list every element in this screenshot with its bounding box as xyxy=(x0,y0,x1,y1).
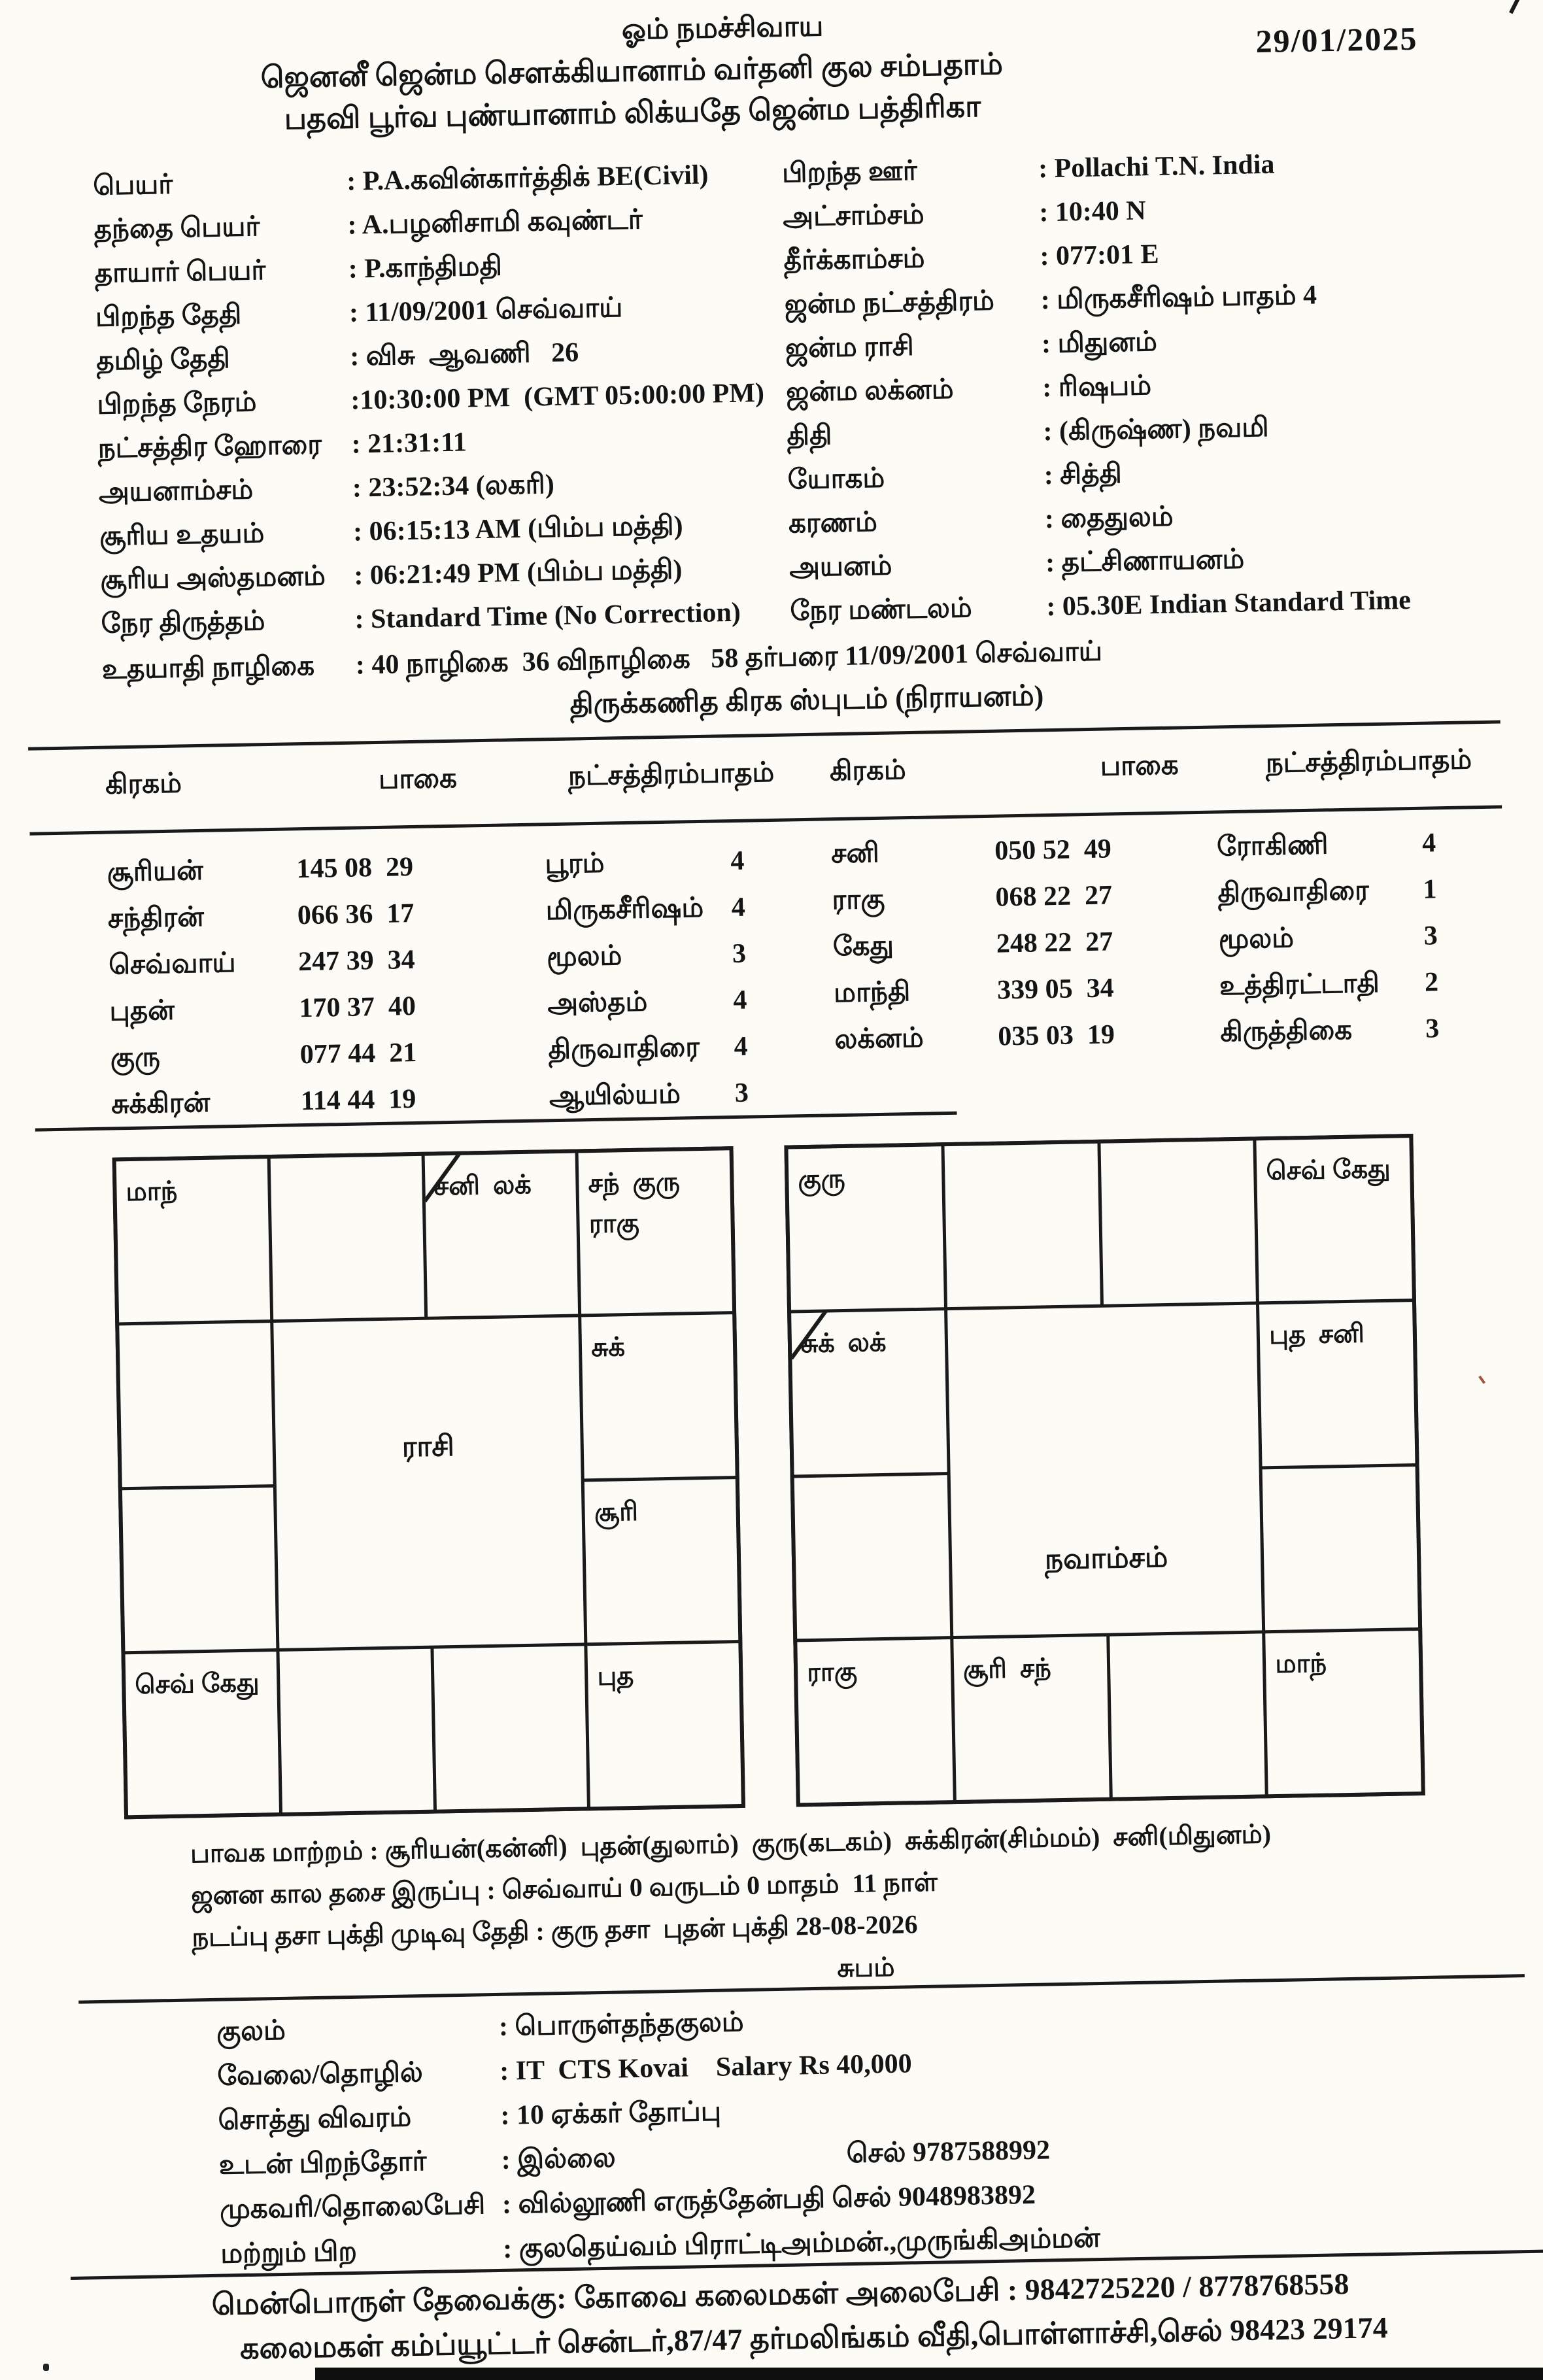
detail-label: அயனம் xyxy=(788,551,892,583)
rasi-cell-5: சுக் xyxy=(581,1314,735,1478)
navamsa-cell-11: மாந் xyxy=(1265,1631,1421,1794)
rasi-cell-2-lagna: சனி லக் xyxy=(424,1153,578,1317)
detail-value: : 06:15:13 AM (பிம்ப மத்தி) xyxy=(352,511,683,547)
column-header-graham: கிரகம் xyxy=(105,768,182,800)
planet-pada: 4 xyxy=(730,845,745,877)
detail-label: யோகம் xyxy=(787,463,885,496)
planet-degree: 050 52 49 xyxy=(994,834,1112,866)
sibling-phone: செல் 9787588992 xyxy=(846,2135,1051,2169)
detail-value: : 05.30E Indian Standard Time xyxy=(1045,585,1412,622)
planet-pada: 4 xyxy=(731,892,746,923)
planet-name: லக்னம் xyxy=(834,1023,924,1055)
rasi-cell-1 xyxy=(270,1156,424,1319)
planet-degree: 248 22 27 xyxy=(996,926,1113,959)
planet-pada: 2 xyxy=(1424,967,1439,998)
info-value: : பொருள்தந்தகுலம் xyxy=(498,2007,745,2042)
planet-degree: 077 44 21 xyxy=(299,1037,417,1070)
rasi-cell-0: மாந் xyxy=(116,1159,270,1322)
column-header-natchathiram: நட்சத்திரம்பாதம் xyxy=(568,757,775,792)
info-label: வேலை/தொழில் xyxy=(216,2058,424,2092)
info-label: சொத்து விவரம் xyxy=(218,2102,412,2136)
current-dasa-line: நடப்பு தசா புக்தி முடிவு தேதி : குரு தசா புதன் புக்தி 28-08-2026 xyxy=(192,1909,918,1952)
detail-value: : சித்தி xyxy=(1043,459,1123,491)
bhava-matram-line: பாவக மாற்றம் : சூரியன்(கன்னி) புதன்(துலாம்) குரு(கடகம்) சுக்கிரன்(சிம்மம்) சனி(மிதுனம்) xyxy=(190,1819,1272,1869)
planet-star: மூலம் xyxy=(1218,923,1295,955)
shloka-line-2: பதவி பூர்வ புண்யானாம் லிக்யதே ஜென்ம பத்திரிகா xyxy=(284,89,981,136)
detail-label: பிறந்த நேரம் xyxy=(97,387,257,420)
rasi-chart-title: ராசி xyxy=(273,1318,585,1648)
planet-star: அஸ்தம் xyxy=(547,987,648,1019)
detail-value: : Pollachi T.N. India xyxy=(1038,149,1275,184)
planet-name: குரு xyxy=(110,1042,161,1074)
planet-star: ஆயில்யம் xyxy=(549,1079,681,1112)
rasi-cell-3: சந் குரு ராகு xyxy=(579,1150,732,1314)
navamsa-cell-1 xyxy=(944,1144,1100,1307)
planet-degree: 247 39 34 xyxy=(297,944,416,978)
detail-value: : தட்சிணாயனம் xyxy=(1045,544,1245,579)
planet-pada: 3 xyxy=(1425,1013,1440,1044)
detail-value: : A.பழனிசாமி கவுண்டர் xyxy=(347,205,643,241)
planet-pada: 3 xyxy=(732,938,747,970)
planet-star: மிருகசீரிஷம் xyxy=(545,892,704,926)
column-header-graham: கிரகம் xyxy=(829,755,907,787)
detail-value: : 11/09/2001 செவ்வாய் xyxy=(348,292,623,328)
planet-name: ராகு xyxy=(832,884,885,916)
scan-corner-artifact xyxy=(1509,0,1528,14)
planet-degree: 170 37 40 xyxy=(299,991,416,1024)
detail-label: நட்சத்திர ஹோரை xyxy=(97,430,322,464)
detail-label: தமிழ் தேதி xyxy=(95,343,231,377)
detail-label: ஜன்ம நட்சத்திரம் xyxy=(784,286,995,320)
detail-value: : 077:01 E xyxy=(1040,239,1159,272)
planet-degree: 068 22 27 xyxy=(995,880,1113,913)
detail-value: : 21:31:11 xyxy=(351,427,467,460)
planet-star: பூரம் xyxy=(545,848,605,880)
dasa-section xyxy=(190,1816,1434,1964)
navamsa-cell-8: ராகு xyxy=(797,1639,953,1803)
detail-label: அட்சாம்சம் xyxy=(782,199,924,233)
footer-software-line: மென்பொருள் தேவைக்கு: கோவை கலைமகள் அலைபேசி : 9842725220 / 8778768558 xyxy=(211,2267,1349,2321)
details-right-column xyxy=(782,144,1529,640)
info-value: : குலதெய்வம் பிராட்டிஅம்மன்.,முருங்கிஅம்மன் xyxy=(502,2223,1101,2264)
planet-name: சூரியன் xyxy=(107,855,204,888)
planet-star: ரோகிணி xyxy=(1216,830,1329,862)
detail-label: பெயர் xyxy=(92,169,173,201)
detail-value: : P.காந்திமதி xyxy=(348,251,503,284)
scan-edge-bar xyxy=(315,2368,1543,2380)
detail-value: : விசு ஆவணி 26 xyxy=(349,337,579,372)
planet-star: மூலம் xyxy=(546,941,622,973)
planet-table-left xyxy=(107,845,772,1135)
planet-name: செவ்வாய் xyxy=(108,947,236,981)
detail-value: : Standard Time (No Correction) xyxy=(354,597,741,635)
planet-name: கேது xyxy=(832,930,894,962)
detail-label: பிறந்த ஊர் xyxy=(781,156,918,189)
detail-value: : P.A.கவின்கார்த்திக் BE(Civil) xyxy=(346,160,709,197)
detail-label: கரணம் xyxy=(788,507,878,539)
detail-label: சூரிய உதயம் xyxy=(99,518,265,552)
detail-label: தீர்க்காம்சம் xyxy=(783,243,925,277)
navamsa-cell-7 xyxy=(1263,1467,1418,1630)
detail-value: : ரிஷபம் xyxy=(1042,371,1152,403)
detail-label: திதி xyxy=(787,420,832,452)
detail-value: : (கிருஷ்ண) நவமி xyxy=(1043,412,1270,447)
details-left-column xyxy=(93,158,781,653)
detail-value: : 23:52:34 (லகரி) xyxy=(352,469,555,503)
scan-dot-artifact xyxy=(43,2364,49,2371)
planet-pada: 4 xyxy=(1421,828,1436,858)
personal-info-section xyxy=(216,1994,1463,2283)
planet-name: சனி xyxy=(830,838,880,870)
navamsa-chart-title: நவாம்சம் xyxy=(947,1305,1263,1636)
detail-value: : மிதுனம் xyxy=(1041,327,1158,360)
planet-star: திருவாதிரை xyxy=(548,1032,700,1066)
column-header-pagai: பாகை xyxy=(378,763,458,795)
planet-pada: 4 xyxy=(734,1031,749,1062)
detail-label: ஜன்ம லக்னம் xyxy=(785,374,955,408)
detail-label: நேர மண்டலம் xyxy=(790,593,973,627)
planet-degree: 339 05 34 xyxy=(996,973,1115,1006)
planet-star: உத்திரட்டாதி xyxy=(1219,968,1380,1002)
detail-value: : 06:21:49 PM (பிம்ப மத்தி) xyxy=(353,554,683,591)
planet-degree: 035 03 19 xyxy=(998,1019,1115,1052)
detail-label: பிறந்த தேதி xyxy=(95,299,242,333)
detail-label: தாயார் பெயர் xyxy=(94,255,266,289)
detail-label: தந்தை பெயர் xyxy=(93,212,260,245)
detail-value: :10:30:00 PM (GMT 05:00:00 PM) xyxy=(350,378,765,416)
info-value: : வில்லூணி எருத்தேன்பதி செல் 9048983892 xyxy=(501,2179,1036,2220)
footer-address-line: கலைமகள் கம்ப்யூட்டர் சென்டர்,87/47 தர்மலிங்கம் வீதி,பொள்ளாச்சி,செல் 98423 29174 xyxy=(239,2311,1389,2366)
detail-value: : 10:40 N xyxy=(1038,196,1147,228)
navamsa-cell-9: சூரி சந் xyxy=(953,1637,1109,1800)
info-value: : இல்லை xyxy=(501,2143,616,2175)
detail-value: : 40 நாழிகை 36 விநாழிகை 58 தர்பரை 11/09/2001 செவ்வாய் xyxy=(355,636,1103,681)
planet-pada: 1 xyxy=(1422,874,1437,905)
planet-table-title: திருக்கணித கிரக ஸ்புடம் (நிராயனம்) xyxy=(569,679,1044,721)
planet-degree: 114 44 19 xyxy=(300,1083,416,1117)
document-date: 29/01/2025 xyxy=(1255,20,1418,60)
navamsa-cell-10 xyxy=(1110,1633,1265,1797)
rasi-cell-4 xyxy=(119,1323,273,1486)
planet-name: சுக்கிரன் xyxy=(110,1087,211,1120)
detail-label: சூரிய அஸ்தமனம் xyxy=(99,561,326,596)
rasi-cell-9 xyxy=(279,1648,433,1812)
detail-value: : மிருகசீரிஷம் பாதம் 4 xyxy=(1040,280,1317,316)
info-label: முகவரி/தொலைபேசி xyxy=(219,2190,486,2225)
invocation-line: ஓம் நமச்சிவாய xyxy=(621,10,824,46)
info-label: மற்றும் பிற xyxy=(220,2236,358,2270)
planet-pada: 4 xyxy=(732,985,747,1016)
info-value: : 10 ஏக்கர் தோப்பு xyxy=(500,2096,722,2131)
planet-star: கிருத்திகை xyxy=(1219,1015,1353,1048)
planet-table-right xyxy=(831,827,1463,1071)
info-label: உடன் பிறந்தோர் xyxy=(218,2146,427,2181)
subham-label: சுபம் xyxy=(837,1952,895,1983)
planet-degree: 145 08 29 xyxy=(296,851,414,885)
detail-value: : தைதுலம் xyxy=(1044,502,1174,535)
rasi-chart xyxy=(112,1146,745,1819)
planet-name: மாந்தி xyxy=(833,977,911,1009)
scan-ink-artifact xyxy=(1478,1376,1485,1384)
rasi-cell-7: சூரி xyxy=(585,1479,738,1642)
navamsa-cell-4-lagna: சுக் லக் xyxy=(791,1310,947,1474)
planet-name: புதன் xyxy=(109,995,175,1027)
navamsa-cell-3: செவ் கேது xyxy=(1257,1138,1412,1301)
detail-label: ஜன்ம ராசி xyxy=(785,331,915,364)
planet-degree: 066 36 17 xyxy=(297,898,415,931)
detail-label: உதயாதி நாழிகை xyxy=(101,651,315,685)
rasi-cell-10 xyxy=(433,1646,587,1809)
planet-pada: 3 xyxy=(1423,921,1438,951)
rasi-cell-11: புத xyxy=(588,1643,741,1807)
planet-pada: 3 xyxy=(734,1078,749,1109)
column-header-natchathiram: நட்சத்திரம்பாதம் xyxy=(1265,745,1472,779)
navamsa-chart xyxy=(784,1134,1425,1807)
detail-label: அயனாம்சம் xyxy=(98,475,254,508)
navamsa-cell-0: குரு xyxy=(788,1146,944,1310)
rasi-cell-8: செவ் கேது xyxy=(126,1652,279,1815)
janana-dasa-line: ஜனன கால தசை இருப்பு : செவ்வாய் 0 வருடம் 0 மாதம் 11 நாள் xyxy=(190,1867,938,1911)
planet-star: திருவாதிரை xyxy=(1217,876,1370,909)
info-value: : IT CTS Kovai Salary Rs 40,000 xyxy=(499,2048,913,2086)
info-label: குலம் xyxy=(216,2015,286,2047)
shloka-line-1: ஜெனனீ ஜென்ம சௌக்கியானாம் வர்தனி குல சம்பதாம் xyxy=(260,47,1004,95)
navamsa-cell-5: புத சனி xyxy=(1259,1302,1415,1465)
rasi-cell-6 xyxy=(122,1488,276,1651)
navamsa-cell-2 xyxy=(1100,1141,1256,1304)
column-header-pagai: பாகை xyxy=(1100,750,1179,782)
detail-label: நேர திருத்தம் xyxy=(101,606,265,639)
planet-name: சந்திரன் xyxy=(107,902,205,934)
navamsa-cell-6 xyxy=(794,1475,950,1639)
